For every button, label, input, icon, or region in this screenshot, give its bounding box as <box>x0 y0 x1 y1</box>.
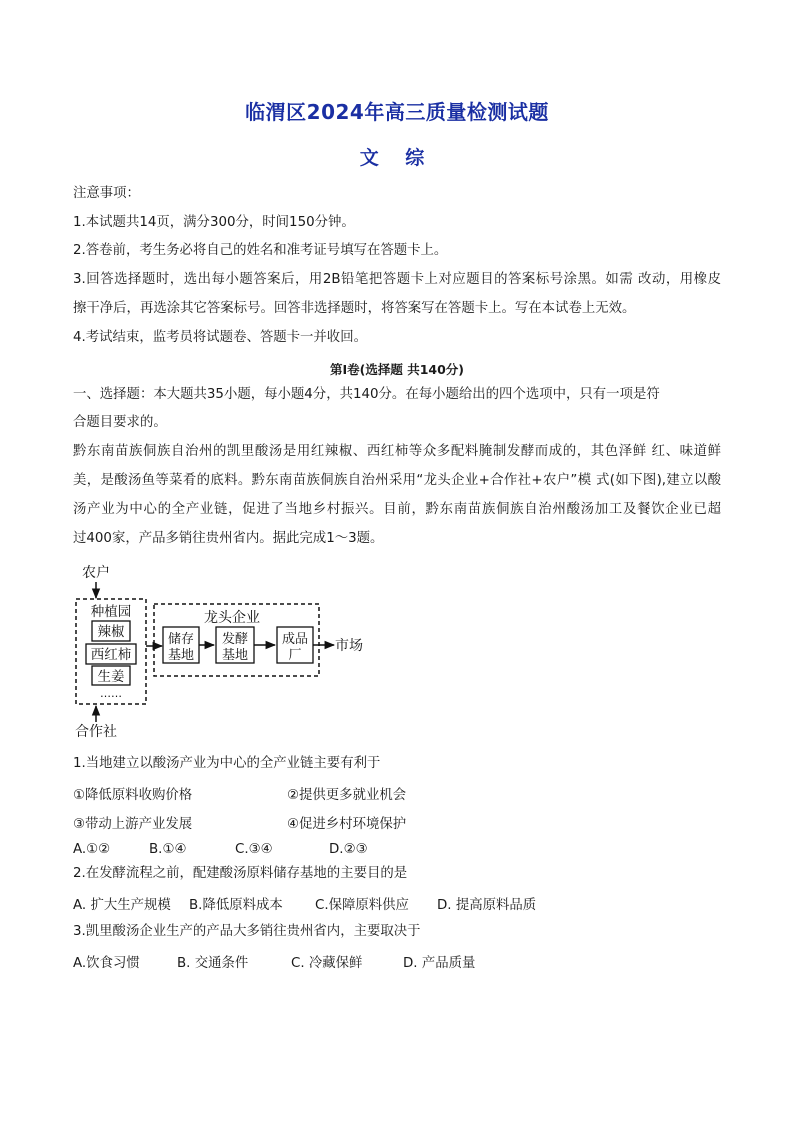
finished-product-label: 成品 <box>281 632 309 647</box>
passage-line: 汤产业为中心的全产业链，促进了当地乡村振兴。目前，黔东南苗族侗族自治州酸汤加工及餐饮企业已超 <box>73 502 721 517</box>
tomato-label: 西红柿 <box>90 647 132 663</box>
storage-label: 储存 <box>167 632 195 647</box>
subject-title: 文 综 <box>359 147 435 169</box>
question-stem: 2.在发酵流程之前，配建酸汤原料储存基地的主要目的是 <box>73 866 408 881</box>
ginger-label: 生姜 <box>97 669 125 685</box>
ferment-label: 基地 <box>221 648 249 663</box>
industry-chain-diagram <box>66 560 388 745</box>
passage-line: 美，是酸汤鱼等菜肴的底料。黔东南苗族侗族自治州采用“龙头企业+合作社+农户”模 式(如下图),建立以酸 <box>73 473 721 488</box>
notice-item: 擦干净后，再选涂其它答案标号。回答非选择题时，将答案写在答题卡上。写在本试卷上无效。 <box>73 301 636 316</box>
statement-1: ①降低原料收购价格 <box>73 788 193 803</box>
option-a: A.饮食习惯 <box>73 956 140 971</box>
question-stem: 1.当地建立以酸汤产业为中心的全产业链主要有利于 <box>73 756 381 771</box>
option-d: D.②③ <box>329 842 368 857</box>
notice-heading: 注意事项： <box>73 186 140 201</box>
section-intro: 合题目要求的。 <box>73 415 167 430</box>
coop-label: 合作社 <box>75 724 117 740</box>
section-title: 第Ⅰ卷(选择题 共140分) <box>329 362 465 377</box>
question-stem: 3.凯里酸汤企业生产的产品大多销往贵州省内，主要取决于 <box>73 924 421 939</box>
exam-title: 临渭区2024年高三质量检测试题 <box>245 100 549 124</box>
option-b: B. 交通条件 <box>177 956 249 971</box>
option-c: C.保障原料供应 <box>315 898 409 913</box>
notice-item: 1.本试题共14页，满分300分，时间150分钟。 <box>73 215 355 230</box>
ferment-label: 发酵 <box>221 632 249 647</box>
option-c: C. 冷藏保鲜 <box>291 956 363 971</box>
leader-enterprise-label: 龙头企业 <box>204 610 260 626</box>
plantation-label: 种植园 <box>90 604 132 620</box>
market-label: 市场 <box>335 638 363 654</box>
notice-item: 2.答卷前，考生务必将自己的姓名和准考证号填写在答题卡上。 <box>73 243 448 258</box>
option-a: A. 扩大生产规模 <box>73 898 171 913</box>
passage-line: 黔东南苗族侗族自治州的凯里酸汤是用红辣椒、西红柿等众多配料腌制发酵而成的，其色泽鲜 红、味道鲜 <box>73 444 721 459</box>
section-intro: 一、选择题：本大题共35小题，每小题4分，共140分。在每小题给出的四个选项中，只有一项是符 <box>73 387 660 402</box>
option-d: D. 提高原料品质 <box>437 898 537 913</box>
notice-item: 4.考试结束，监考员将试题卷、答题卡一并收回。 <box>73 330 367 345</box>
passage-line: 过400家，产品多销往贵州省内。据此完成1～3题。 <box>73 531 384 546</box>
option-d: D. 产品质量 <box>403 956 476 971</box>
storage-label: 基地 <box>167 648 195 663</box>
option-a: A.①② <box>73 842 111 857</box>
ellipsis-label: …… <box>100 687 122 700</box>
option-b: B.①④ <box>149 842 187 857</box>
statement-2: ②提供更多就业机会 <box>287 788 407 803</box>
statement-4: ④促进乡村环境保护 <box>287 817 407 832</box>
finished-product-label: 厂 <box>288 648 302 663</box>
farmer-label: 农户 <box>82 565 110 581</box>
statement-3: ③带动上游产业发展 <box>73 817 193 832</box>
chili-label: 辣椒 <box>97 624 125 640</box>
option-c: C.③④ <box>235 842 273 857</box>
option-b: B.降低原料成本 <box>189 898 283 913</box>
notice-item: 3.回答选择题时，选出每小题答案后，用2B铅笔把答题卡上对应题目的答案标号涂黑。如需 改动，用橡皮 <box>73 272 721 287</box>
